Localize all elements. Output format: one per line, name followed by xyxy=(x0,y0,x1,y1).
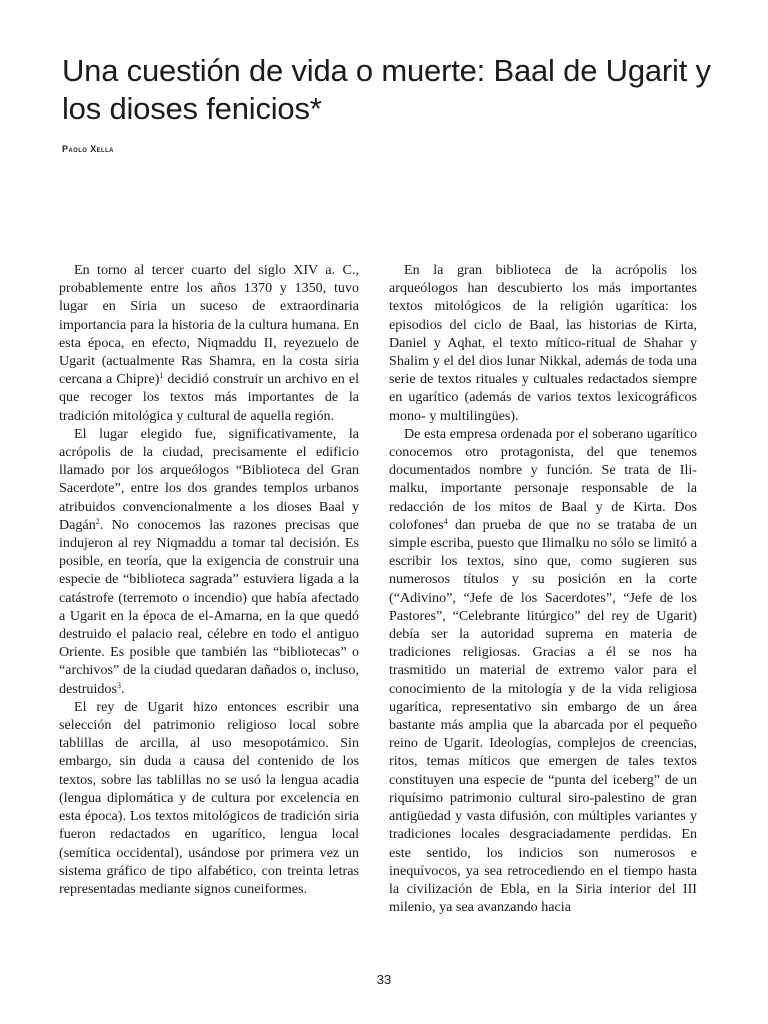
right-column xyxy=(389,261,697,916)
author-name: Paolo Xella xyxy=(62,144,114,154)
paragraph: En torno al tercer cuarto del siglo XIV a. C., probablemente entre los años 1370 y 1350, tuvo lugar en Siria un suceso de extraordinaria importancia para la historia de la cultura humana. En esta época, en efecto, Niqmaddu II, reyezuelo de Ugarit (actualmente Ras Shamra, en la costa siria cercana a Chipre)$^1$ decidió construir un archivo en el que recoger los textos más importantes de la tradición mitológica y cultural de aquella región. xyxy=(59,262,359,424)
footnote-ref[interactable]: 2 xyxy=(95,516,100,526)
left-column xyxy=(59,261,359,898)
footnote-ref[interactable]: 1 xyxy=(159,371,164,381)
article-title: Una cuestión de vida o muerte: Baal de Ugarit y los dioses fenicios* xyxy=(62,53,711,126)
paragraph: El rey de Ugarit hizo entonces escribir una selección del patrimonio religioso local sobre tablillas de arcilla, al uso mesopotámico. Sin embargo, sin duda a causa del contenido de los textos, sobre las tablillas no se usó la lengua acadia (lengua diplomática y de cultura por excelencia en esta época). Los textos mitológicos de tradición siria fueron redactados en ugarítico, lengua local (semítica occidental), usándose por primera vez un sistema gráfico de tipo alfabético, con treinta letras representadas mediante signos cuneiformes. xyxy=(59,698,359,897)
paragraph: De esta empresa ordenada por el soberano ugarítico conocemos otro protagonista, del que tenemos documentados nombre y función. Se trata de Ili-malku, importante personaje responsable de la redacción de los mitos de Baal y de Kirta. Dos colofones$^4$ dan prueba de que no se trataba de un simple escriba, puesto que Ilimalku no sólo se limitó a escribir los textos, sino que, como sugieren sus numerosos títulos y su posición en la corte (“Adivino”, “Jefe de los Sacerdotes”, “Jefe de los Pastores”, “Celebrante litúrgico” del rey de Ugarit) debía ser la autoridad suprema en materia de tradiciones religiosas. Gracias a él se nos ha trasmitido un material de extremo valor para el conocimiento de la mitología y de la vida religiosa ugarítica, representativo sin embargo de un área bastante más amplia que la abarcada por el pequeño reino de Ugarit. Ideologías, complejos de creencias, ritos, temas míticos que emergen de tales textos constituyen una especie de “punta del iceberg” de un riquísimo patrimonio cultural siro-palestino de gran antigüedad y vasta difusión, con múltiples variantes y tradiciones locales desgraciadamente perdidas. En este sentido, los indicios son numerosos e inequívocos, ya sea retrocediendo en el tiempo hasta la civilización de Ebla, en la Siria interior del III milenio, ya sea avanzando hacia xyxy=(389,425,697,916)
footnote-ref[interactable]: 4 xyxy=(443,516,448,526)
footnote-ref[interactable]: 3 xyxy=(116,680,121,690)
paragraph: En la gran biblioteca de la acrópolis los arqueólogos han descubierto los más importantes textos mitológicos de la religión ugarítica: los episodios del ciclo de Baal, las historias de Kirta, Daniel y Aqhat, el texto mítico-ritual de Shahar y Shalim y el del dios lunar Nikkal, además de toda una serie de textos rituales y cultuales redactados siempre en ugarítico (además de varios textos lexicográficos mono- y multilingües). xyxy=(389,262,697,424)
paragraph: El lugar elegido fue, significativamente, la acrópolis de la ciudad, precisamente el edificio llamado por los arqueólogos “Biblioteca del Gran Sacerdote”, entre los dos grandes templos urbanos atribuidos convencionalmente a los dioses Baal y Dagán$^2$. No conocemos las razones precisas que indujeron al rey Niqmaddu a tomar tal decisión. Es posible, en teoría, que la exigencia de construir una especie de “biblioteca sagrada” estuviera ligada a la catástrofe (terremoto o incendio) que había afectado a Ugarit en la época de el-Amarna, en la que quedó destruido el palacio real, célebre en todo el antiguo Oriente. Es posible que también las “bibliotecas” o “archivos” de la ciudad quedaran dañados o, incluso, destruidos$^3$. xyxy=(59,425,359,697)
page-number: 33 xyxy=(376,972,392,987)
